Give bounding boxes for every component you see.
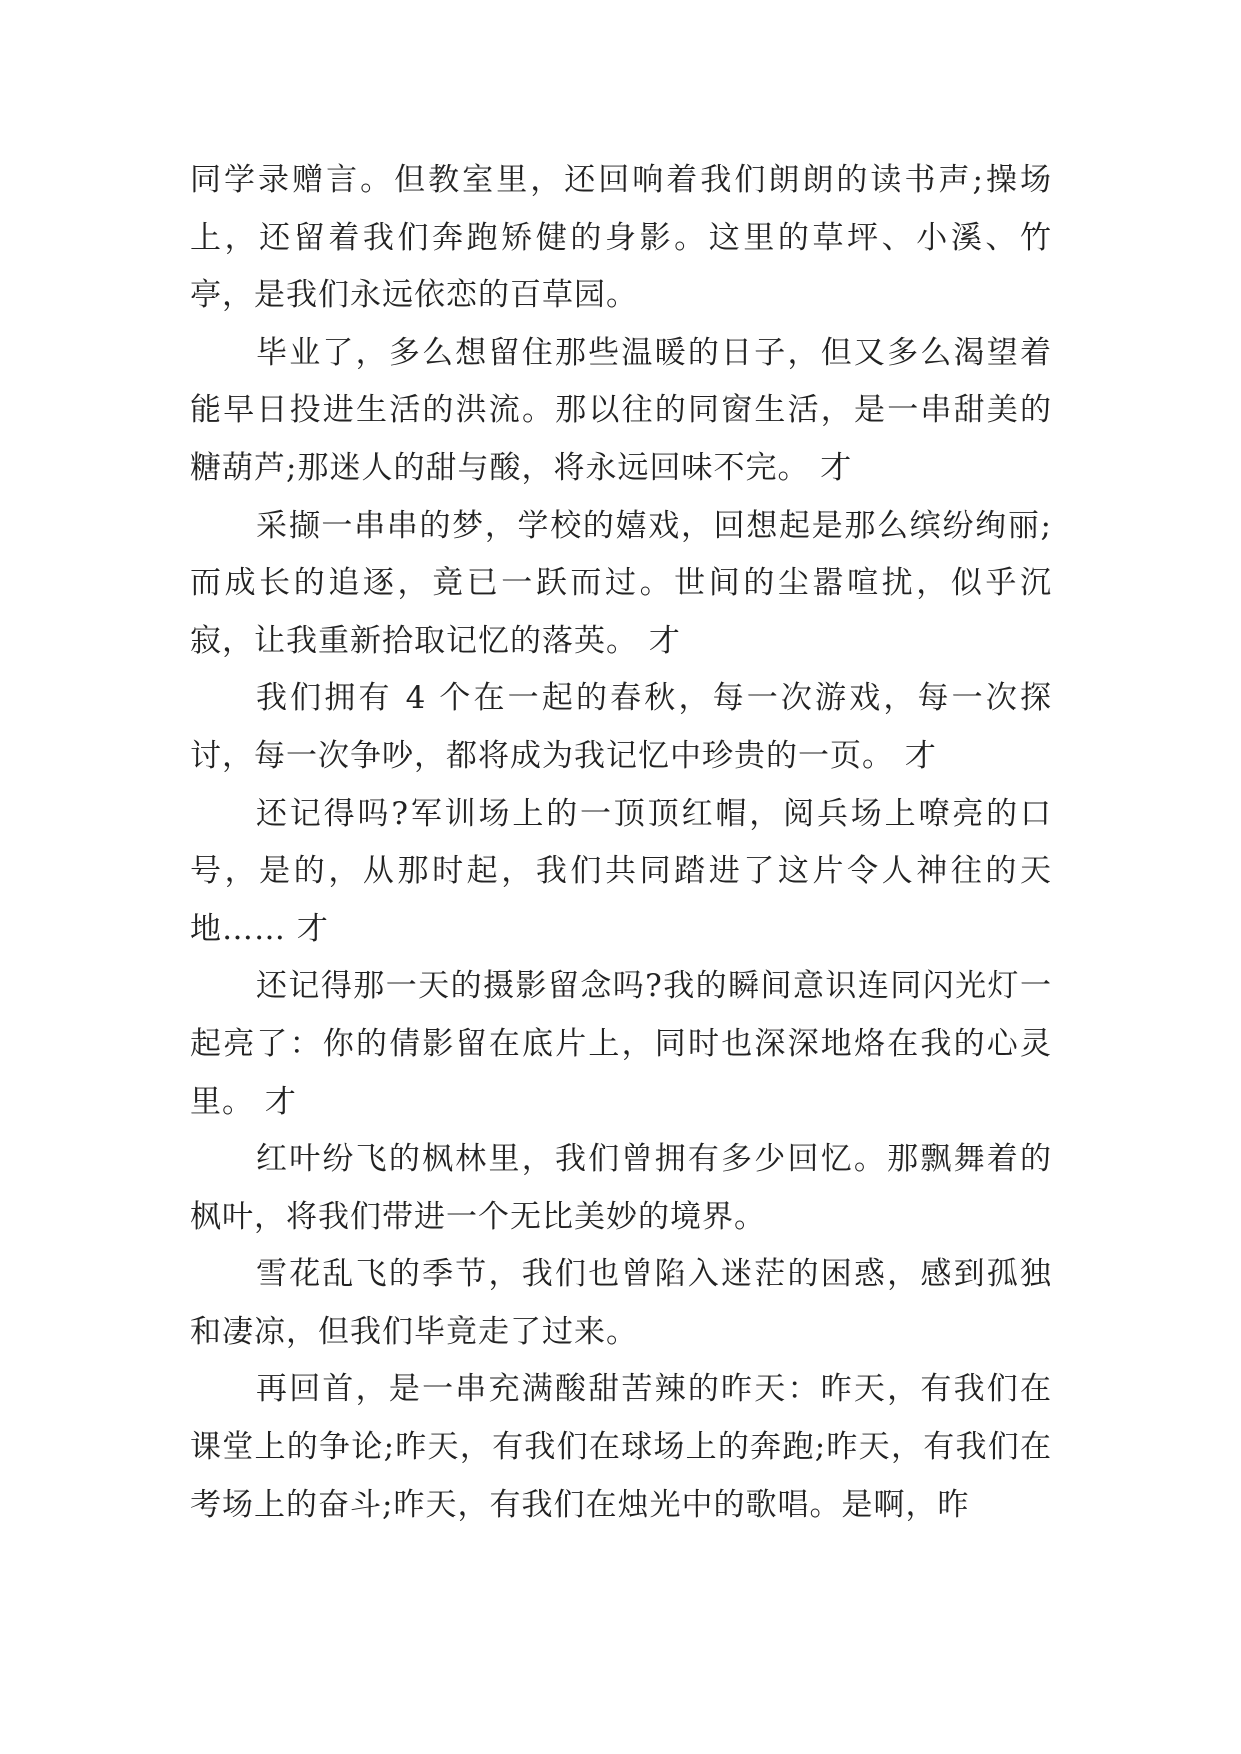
paragraph-8: 雪花乱飞的季节，我们也曾陷入迷茫的困惑，感到孤独和凄凉，但我们毕竟走了过来。 xyxy=(190,1256,1052,1350)
paragraph-4: 我们拥有 4 个在一起的春秋，每一次游戏，每一次探讨，每一次争吵，都将成为我记忆中珍贵的一页。 才 xyxy=(190,680,1052,774)
paragraph-6: 还记得那一天的摄影留念吗?我的瞬间意识连同闪光灯一起亮了：你的倩影留在底片上，同时也深深地烙在我的心灵里。 才 xyxy=(190,968,1052,1120)
paragraph-5: 还记得吗?军训场上的一顶顶红帽，阅兵场上嘹亮的口号，是的，从那时起，我们共同踏进了这片令人神往的天地…… 才 xyxy=(190,795,1052,947)
paragraph-1: 同学录赠言。但教室里，还回响着我们朗朗的读书声;操场上，还留着我们奔跑矫健的身影。这里的草坪、小溪、竹亭，是我们永远依恋的百草园。 xyxy=(190,162,1052,314)
paragraph-2: 毕业了，多么想留住那些温暖的日子，但又多么渴望着能早日投进生活的洪流。那以往的同窗生活，是一串甜美的糖葫芦;那迷人的甜与酸，将永远回味不完。 才 xyxy=(190,334,1052,486)
paragraph-7: 红叶纷飞的枫林里，我们曾拥有多少回忆。那飘舞着的枫叶，将我们带进一个无比美妙的境界。 xyxy=(190,1141,1052,1235)
paragraph-9: 再回首，是一串充满酸甜苦辣的昨天：昨天，有我们在课堂上的争论;昨天，有我们在球场上的奔跑;昨天，有我们在考场上的奋斗;昨天，有我们在烛光中的歌唱。是啊，昨 xyxy=(190,1371,1052,1523)
paragraph-3: 采撷一串串的梦，学校的嬉戏，回想起是那么缤纷绚丽;而成长的追逐，竟已一跃而过。世间的尘嚣喧扰，似乎沉寂，让我重新拾取记忆的落英。 才 xyxy=(190,507,1052,659)
document-body xyxy=(190,152,1052,1534)
